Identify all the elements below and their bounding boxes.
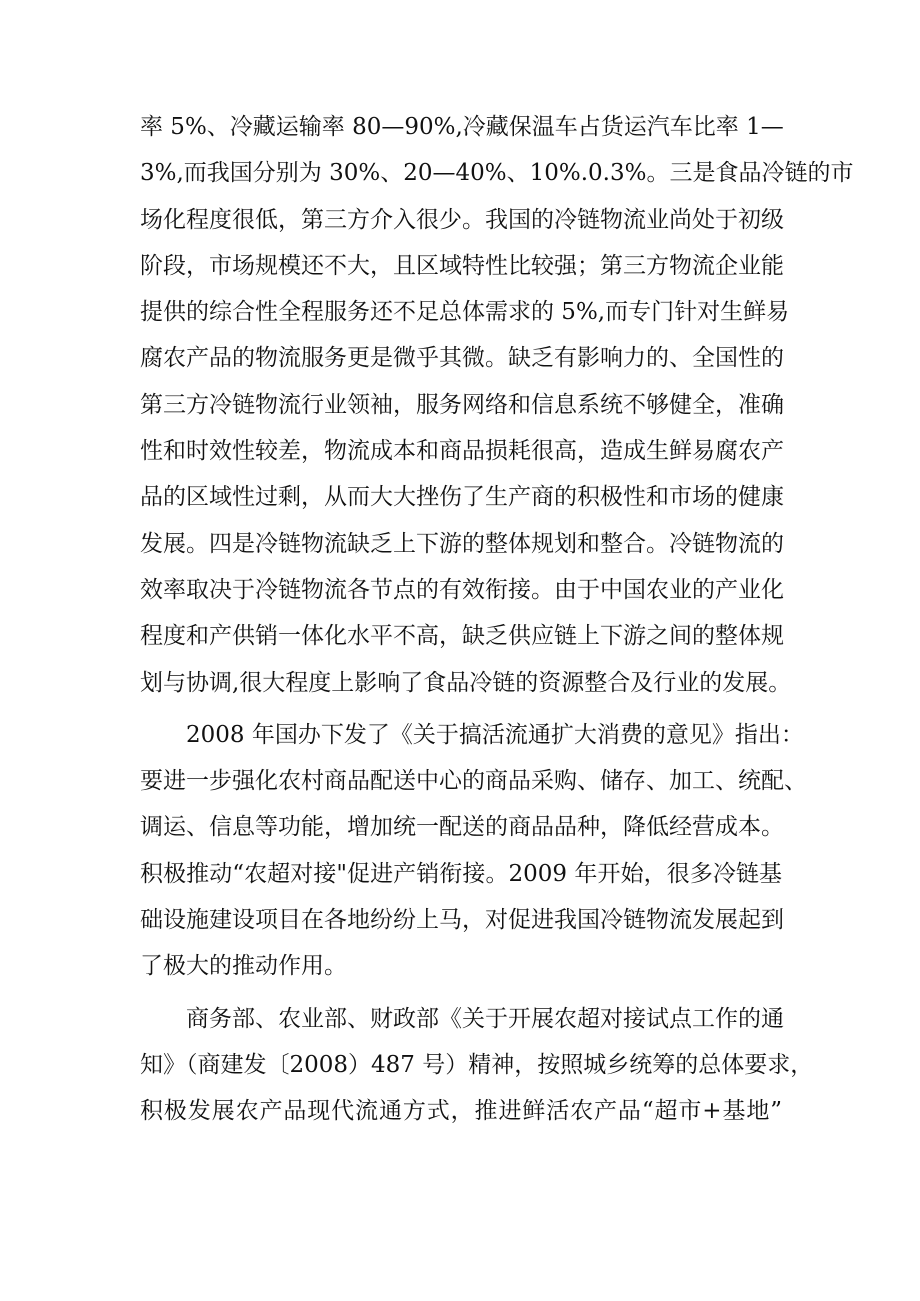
text-line: 积极发展农产品现代流通方式，推进鲜活农产品“超市+基地” [140, 1098, 782, 1125]
text-line: 要进一步强化农村商品配送中心的商品采购、储存、加工、统配、 [140, 768, 807, 795]
text-line: 率 5%、冷藏运输率 80—90%,冷藏保温车占货运汽车比率 1— [140, 114, 784, 140]
text-line: 品的区域性过剩，从而大大挫伤了生产商的积极性和市场的健康 [140, 484, 784, 511]
text-line: 性和时效性较差，物流成本和商品损耗很高，造成生鲜易腐农产 [140, 438, 784, 465]
text-line: 商务部、农业部、财政部《关于开展农超对接试点工作的通 [186, 1005, 784, 1032]
text-line: 发展。四是冷链物流缺乏上下游的整体规划和整合。冷链物流的 [140, 530, 784, 557]
text-line: 2008 年国办下发了《关于搞活流通扩大消费的意见》指出： [186, 721, 804, 748]
text-line: 调运、信息等功能，增加统一配送的商品品种，降低经营成本。 [140, 814, 784, 841]
text-line: 积极推动“农超对接"促进产销衔接。2009 年开始，很多冷链基 [140, 860, 782, 887]
text-line: 阶段，市场规模还不大，且区域特性比较强；第三方物流企业能 [140, 252, 784, 279]
text-line: 效率取决于冷链物流各节点的有效衔接。由于中国农业的产业化 [140, 576, 784, 603]
text-line: 知》（商建发〔2008）487 号）精神，按照城乡统筹的总体要求， [140, 1051, 814, 1078]
text-line: 程度和产供销一体化水平不高，缺乏供应链上下游之间的整体规 [140, 623, 784, 650]
paragraph-cold-chain-status [140, 104, 854, 706]
text-line: 第三方冷链物流行业领袖，服务网络和信息系统不够健全，准确 [140, 391, 784, 418]
text-line: 3%,而我国分别为 30%、20—40%、10%.0.3%。三是食品冷链的市 [140, 160, 854, 187]
document-body [140, 104, 854, 1135]
text-line: 了极大的推动作用。 [140, 953, 347, 980]
text-line: 划与协调,很大程度上影响了食品冷链的资源整合及行业的发展。 [140, 669, 792, 696]
paragraph-2008-policy [140, 712, 807, 990]
paragraph-ministry-notice [140, 996, 814, 1135]
text-line: 腐农产品的物流服务更是微乎其微。缺乏有影响力的、全国性的 [140, 345, 784, 372]
text-line: 提供的综合性全程服务还不足总体需求的 5%,而专门针对生鲜易 [140, 299, 790, 326]
text-line: 场化程度很低，第三方介入很少。我国的冷链物流业尚处于初级 [140, 206, 784, 233]
text-line: 础设施建设项目在各地纷纷上马，对促进我国冷链物流发展起到 [140, 907, 784, 934]
